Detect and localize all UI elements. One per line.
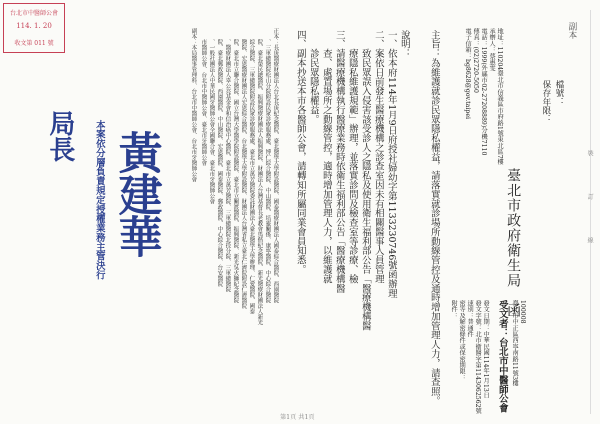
contact-person: 承辦人：蔡惠雯 [488, 28, 496, 72]
item-2c: 療隱私維護規範」辦理，並落實診問及檢查室等診療、檢 [346, 30, 358, 284]
contact-phone: 電話：1999(外縣市02-27208889)分機7110 [480, 28, 488, 156]
receipt-stamp [3, 3, 65, 53]
binding-line-label: 裝 訂 線 [586, 150, 594, 243]
stamp-org: 台北市中醫師公會 [9, 10, 58, 17]
page-title: 臺北市政府衛生局 函 [505, 168, 522, 318]
item-1: 一、依本府114年1月9日府授社婦幼字第1133230746號函辦理 [385, 30, 397, 298]
recipient-address: 臺北市中正區西寧南路11號3樓 [511, 300, 519, 387]
item-4: 四、副本抄送本市各醫師公會，請轉知所屬同業會員知悉。 [294, 30, 306, 275]
item-2b: 致民眾誤入侵害該受診人之隱私及使用衛生福利部公告「醫療機構醫 [359, 30, 371, 331]
distribution-line-1: 正本：長庚醫療財團法人台北長庚紀念醫院、臺北醫學大學附設醫院、國泰醫療財團法人國泰綜合醫院、西園醫院 [272, 28, 279, 303]
issue-number: 發文字號：北市衛醫字第1143062562號 [474, 300, 482, 414]
archive-number: 檔號： [553, 80, 564, 106]
page-number: 第1頁 共1頁 [280, 414, 315, 421]
distribution-line-9: 、一般社團法人中華民國牙醫師公會全國聯合會、臺北市牙醫師公會 [208, 28, 215, 204]
distribution-line-4: 綜合醫院、三軍總醫院附設民眾診療服務處、臺北市立萬芳醫院委託財團法人臺北醫學大學辦理、仁愛醫院、國泰 [248, 28, 255, 314]
item-2a: 二、案依日前發生醫療機構之診查室因未有相關醫事人員管理 [372, 30, 384, 284]
stamp-date: 114. 1. 20 [16, 22, 52, 30]
distribution-line-8: 院、臺北郵政醫院、西園醫院、中山醫院、宏恩醫院、國泰醫院、郵政醫院、中心綜合醫院、台安醫院 [216, 28, 223, 287]
distribution-line-2: 、三軍總醫院松山分院附設民眾診療服務處、博仁綜合醫院、中山醫院、培靈關係、康寧醫院、中心綜合醫院 [264, 28, 271, 303]
signature-name: 黃建華 [110, 130, 162, 256]
attachments: 附件： [450, 300, 458, 319]
delivery-speed: 速別：普通件 [466, 300, 474, 338]
postal-code: 100008 [519, 300, 527, 324]
signature-title: 局長 [44, 110, 75, 162]
subject: 主旨：為維護就診民眾隱私權益，請落實就診場所動線管控及通時增加管理人力，請查照。 [428, 30, 440, 406]
delegation-note: 本案依分層負責規定授權業務主管決行 [93, 120, 105, 280]
item-3c: 診民眾隱私權益。 [307, 30, 319, 124]
copy-mark: 副本 [566, 22, 577, 40]
retention-period: 保存年限： [540, 80, 551, 123]
item-3b: 查、處置場所之動線管控，適時增加管理人力，以維護就 [320, 30, 332, 284]
distribution-line-3: 院、臺北榮民總醫院、振興醫療財團法人振興醫院、財團法人台灣基督長老教會馬偕紀念醫院、新光醫療財團法人新光 [256, 28, 263, 325]
explanation-label: 說明： [398, 30, 410, 59]
secrecy-level: 密等及解密條件或保密期限： [458, 300, 466, 381]
copy-recipients: 副本：本局醫事管理科、台北市中醫師公會、台北市牙醫師公會 [190, 28, 197, 182]
distribution-line-5: 醫院、宏恩醫療財團法人宏恩綜合醫院、台北醫學大學附設醫院、財團法人台灣省私立臺北仁濟院附設仁濟醫院 [240, 28, 247, 309]
distribution-line-10: 市醫師公會、台北市中醫師公會、臺北市牙醫師公會 [200, 28, 207, 166]
contact-fax: 傳真：(02)2720-5050 [472, 28, 480, 93]
distribution-line-6: 院、臺北市立聯合醫院、國立台灣大學醫學院附設醫院、臺北市立關渡醫院、振興醫院、新光吳火獅紀念醫院 [232, 28, 239, 303]
recipient: 受文者：台北市中醫師公會 [496, 300, 508, 413]
distribution-line-7: 、醫療財團法人辜公亮基金會和信治癌中心醫院、臺北市立萬芳醫院、三軍總醫院北投分院、三軍總醫院 [224, 28, 231, 292]
item-3a: 三、請醫療機構執行醫療業務時依衛生福利部公告「醫療機構醫 [333, 30, 345, 293]
contact-email: 電子信箱：bg8628@gov.taipei [464, 28, 472, 120]
agency-address: 地址：110204臺北市信義區市府路1號東北區7樓 [496, 28, 504, 165]
issue-date: 發文日期：中華民國114年1月13日 [482, 300, 490, 399]
stamp-number: 收文第 011 號 [14, 40, 54, 47]
